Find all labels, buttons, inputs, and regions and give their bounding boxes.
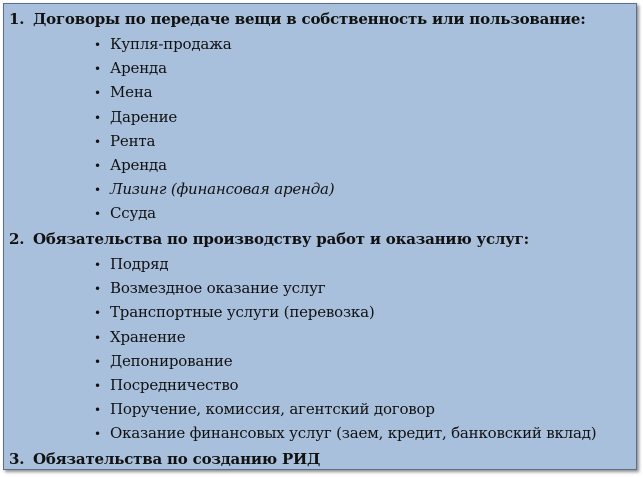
section-heading-2 [9,230,529,248]
list-item: • Рента [94,129,334,153]
bullet-icon: • [94,86,101,101]
content-panel [3,3,637,470]
list-item: • Аренда [94,153,334,177]
list-item: • Посредничество [94,373,596,397]
bullet-icon: • [94,183,101,198]
bullet-icon: • [94,306,101,321]
bullet-icon: • [94,158,101,173]
list-item: • Ссуда [94,201,334,225]
list-item: • Оказание финансовых услуг (заем, кредит, банковский вклад) [94,421,596,445]
section-number: 2. [9,230,25,248]
section-number: 1. [9,10,25,28]
bullet-icon: • [94,134,101,149]
list-item: • Транспортные услуги (перевозка) [94,300,596,324]
list-item: • Лизинг (финансовая аренда) [94,177,334,201]
list-item: • Мена [94,80,334,104]
bullet-icon: • [94,207,101,222]
section-title: Договоры по передаче вещи в собственность или пользование: [33,10,586,28]
list-item: • Возмездное оказание услуг [94,276,596,300]
section-heading-3 [9,450,320,468]
bullet-icon: • [94,330,101,345]
list-item: • Подряд [94,252,596,276]
bullet-icon: • [94,110,101,125]
bullet-icon: • [94,282,101,297]
list-item: • Дарение [94,105,334,129]
section-number: 3. [9,450,25,468]
bullet-icon: • [94,62,101,77]
bullet-icon: • [94,258,101,272]
bullet-icon: • [94,354,101,369]
list-item: • Депонирование [94,349,596,373]
bullet-icon: • [94,378,101,393]
section-title: Обязательства по производству работ и оказанию услуг: [33,230,529,248]
list-item: • Хранение [94,325,596,349]
section-title: Обязательства по созданию РИД [33,450,321,468]
list-item: • Аренда [94,56,334,80]
list-item: • Купля-продажа [94,32,334,56]
list-item: • Поручение, комиссия, агентский договор [94,397,596,421]
bullet-icon: • [94,38,101,52]
section-heading-1 [9,10,586,28]
section-2-list [94,252,596,446]
bullet-icon: • [94,427,101,442]
section-1-list [94,32,334,226]
bullet-icon: • [94,403,101,418]
